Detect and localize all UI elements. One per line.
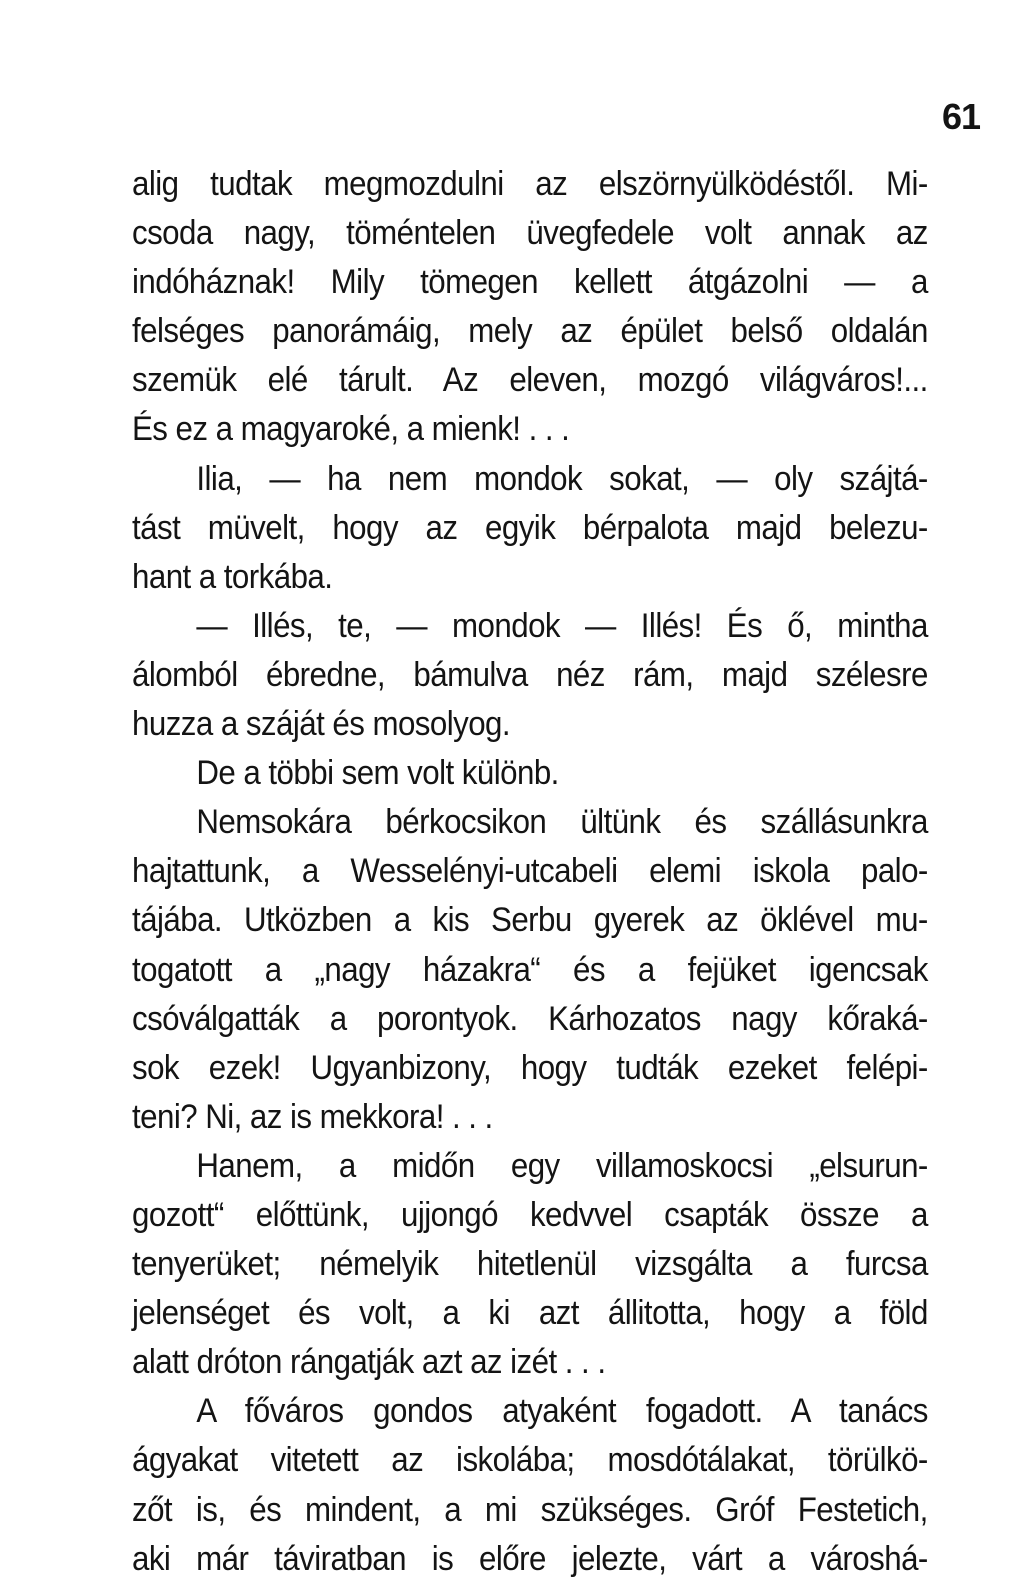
- text-line: teni? Ni, az is mekkora! . . .: [132, 1097, 493, 1136]
- text-line: tenyerüket; némelyik hitetlenül vizsgálta a furcsa: [132, 1245, 928, 1284]
- text-line: Nemsokára bérkocsikon ültünk és szállásunkra: [196, 803, 928, 842]
- text-line: És ez a magyaroké, a mienk! . . .: [132, 410, 570, 449]
- text-line: alig tudtak megmozdulni az elszörnyülködéstől. Mi-: [132, 165, 928, 203]
- text-line: hant a torkába.: [132, 557, 333, 596]
- text-line: aki már táviratban is előre jelezte, várt a városhá-: [132, 1539, 928, 1578]
- page-number: 61: [941, 96, 980, 137]
- text-line: Hanem, a midőn egy villamoskocsi „elsurun-: [196, 1146, 928, 1185]
- text-line: hajtattunk, a Wesselényi-utcabeli elemi iskola palo-: [132, 852, 928, 891]
- text-line: csóválgatták a porontyok. Kárhozatos nagy kőraká-: [132, 999, 928, 1038]
- text-line: tájába. Utközben a kis Serbu gyerek az öklével mu-: [132, 901, 928, 940]
- text-line: — Illés, te, — mondok — Illés! És ő, mintha: [196, 606, 928, 645]
- text-line: zőt is, és mindent, a mi szükséges. Gróf Festetich,: [132, 1490, 928, 1529]
- text-line: tást müvelt, hogy az egyik bérpalota majd belezu-: [132, 508, 928, 547]
- text-line: álomból ébredne, bámulva néz rám, majd szélesre: [132, 655, 928, 694]
- text-line: felséges panorámáig, mely az épület belső oldalán: [132, 312, 928, 351]
- text-line: togatott a „nagy házakra“ és a fejüket igencsak: [132, 950, 928, 989]
- text-line: ágyakat vitetett az iskolába; mosdótálakat, törülkö-: [132, 1441, 928, 1480]
- body-text: [132, 160, 928, 1584]
- text-line: jelenséget és volt, a ki azt állitotta, hogy a föld: [132, 1294, 928, 1333]
- text-line: Ilia, — ha nem mondok sokat, — oly szájtá-: [196, 459, 928, 498]
- text-line: sok ezek! Ugyanbizony, hogy tudták ezeket felépi-: [132, 1048, 928, 1087]
- text-line: szemük elé tárult. Az eleven, mozgó világváros!...: [132, 361, 928, 400]
- text-line: csoda nagy, töméntelen üvegfedele volt annak az: [132, 214, 928, 253]
- text-line: indóháznak! Mily tömegen kellett átgázolni — a: [132, 263, 928, 302]
- text-line: De a többi sem volt különb.: [196, 754, 559, 793]
- text-line: alatt dróton rángatják azt az izét . . .: [132, 1343, 606, 1382]
- text-line: huzza a száját és mosolyog.: [132, 705, 511, 744]
- text-line: A főváros gondos atyaként fogadott. A tanács: [196, 1392, 928, 1431]
- text-line: gozott“ előttünk, ujjongó kedvvel csapták össze a: [132, 1195, 928, 1234]
